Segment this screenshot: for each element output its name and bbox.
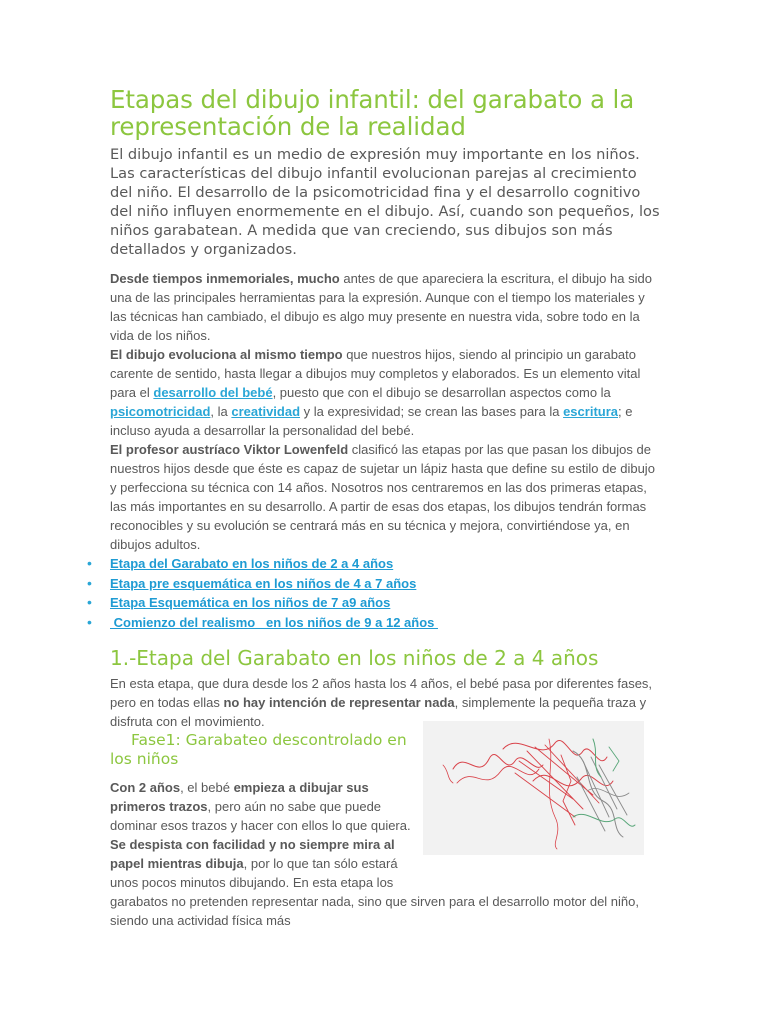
link-desarrollo-bebe[interactable]: desarrollo del bebé	[153, 385, 273, 400]
paragraph-lowenfeld-bold: El profesor austríaco Viktor Lowenfeld	[110, 442, 349, 457]
phase-block	[110, 731, 660, 930]
paragraph-evolution-text-5: ; e incluso ayuda a desarrollar la personalidad del bebé.	[110, 404, 633, 438]
toc-item	[110, 574, 660, 594]
phase-text-2: , pero aún no sabe que puede dominar esos trazos y hacer con ellos lo que quiera.	[110, 799, 411, 833]
paragraph-lowenfeld	[110, 440, 660, 554]
paragraph-evolution-bold: El dibujo evoluciona al mismo tiempo	[110, 347, 343, 362]
phase-bold-3: Se despista con facilidad y no siempre mira al papel mientras dibuja	[110, 837, 395, 871]
phase-bold-2: empieza a dibujar sus primeros trazos	[110, 780, 369, 814]
paragraph-lowenfeld-text: clasificó las etapas por las que pasan los dibujos de nuestros hijos desde que éste es capaz de sujetar un lápiz hasta que define su estilo de dibujo y perfecciona su técnica con 14 años. Nosotros nos centraremos en las dos primeras etapas, las más importantes en su desarrollo. A partir de esas dos etapas, los dibujos tendrán formas reconocibles y su evolución se centrará más en su técnica y mejora, convirtiéndose ya, en dibujos adultos.	[110, 442, 655, 552]
paragraph-evolution-text-1: que nuestros hijos, siendo al principio un garabato carente de sentido, hasta llegar a dibujos muy completos y elaborados. Es un elemento vital para el	[110, 347, 641, 400]
paragraph-evolution-text-4: y la expresividad; se crean las bases para la	[300, 404, 564, 419]
toc-link-realismo[interactable]: Comienzo del realismo en los niños de 9 a 12 años	[110, 614, 438, 630]
link-psicomotricidad[interactable]: psicomotricidad	[110, 404, 211, 419]
toc-item	[110, 554, 660, 574]
link-creatividad[interactable]: creatividad	[231, 404, 301, 419]
phase-heading: Fase1: Garabateo descontrolado en los niños	[110, 731, 407, 768]
section-heading-garabato: 1.-Etapa del Garabato en los niños de 2 a 4 años	[110, 646, 599, 670]
phase-text-1: , el bebé	[180, 780, 234, 795]
paragraph-garabato-text-2: , simplemente la pequeña traza y disfruta con el movimiento.	[110, 695, 647, 729]
toc-link-pre-esquematica[interactable]: Etapa pre esquemática en los niños de 4 a 7 años	[110, 575, 417, 591]
paragraph-evolution-text-2: , puesto que con el dibujo se desarrollan aspectos como la	[272, 385, 611, 400]
link-escritura[interactable]: escritura	[563, 404, 618, 419]
table-of-contents	[110, 554, 660, 632]
article	[110, 86, 660, 930]
paragraph-garabato-text-1: En esta etapa, que dura desde los 2 años hasta los 4 años, el bebé pasa por diferentes fases, pero en todas ellas	[110, 676, 653, 710]
paragraph-garabato-bold: no hay intención de representar nada	[223, 695, 455, 710]
phase-bold-1: Con 2 años	[110, 780, 181, 795]
child-scribble-drawing	[423, 721, 644, 855]
phase-text-3: , por lo que tan sólo estará unos pocos minutos dibujando. En esta etapa los garabatos no pretenden representar nada, sino que sirven para el desarrollo motor del niño, siendo una actividad física más	[110, 856, 640, 928]
article-title: Etapas del dibujo infantil: del garabato a la representación de la realidad	[110, 85, 635, 141]
paragraph-intro-text: antes de que apareciera la escritura, el dibujo ha sido una de las principales herramientas para la expresión. Aunque con el tiempo los materiales y las técnicas han cambiado, el dibujo es algo muy presente en nuestra vida, sobre todo en la vida de los niños.	[110, 271, 652, 343]
paragraph-intro-bold: Desde tiempos inmemoriales, mucho	[110, 271, 340, 286]
article-body	[110, 269, 660, 930]
paragraph-evolution	[110, 345, 660, 440]
paragraph-intro	[110, 269, 660, 345]
toc-item	[110, 593, 660, 613]
toc-link-esquematica[interactable]: Etapa Esquemática en los niños de 7 a9 años	[110, 595, 391, 610]
toc-link-garabato[interactable]: Etapa del Garabato en los niños de 2 a 4 años	[110, 556, 394, 571]
toc-item	[110, 613, 660, 633]
paragraph-evolution-text-3: , la	[210, 404, 232, 419]
article-lead: El dibujo infantil es un medio de expresión muy importante en los niños. Las características del dibujo infantil evolucionan parejas al crecimiento del niño. El desarrollo de la psicomotricidad fina y el desarrollo cognitivo del niño influyen enormemente en el dibujo. Así, cuando son pequeños, los niños garabatean. A medida que van creciendo, sus dibujos son más detallados y organizados.	[110, 146, 660, 258]
